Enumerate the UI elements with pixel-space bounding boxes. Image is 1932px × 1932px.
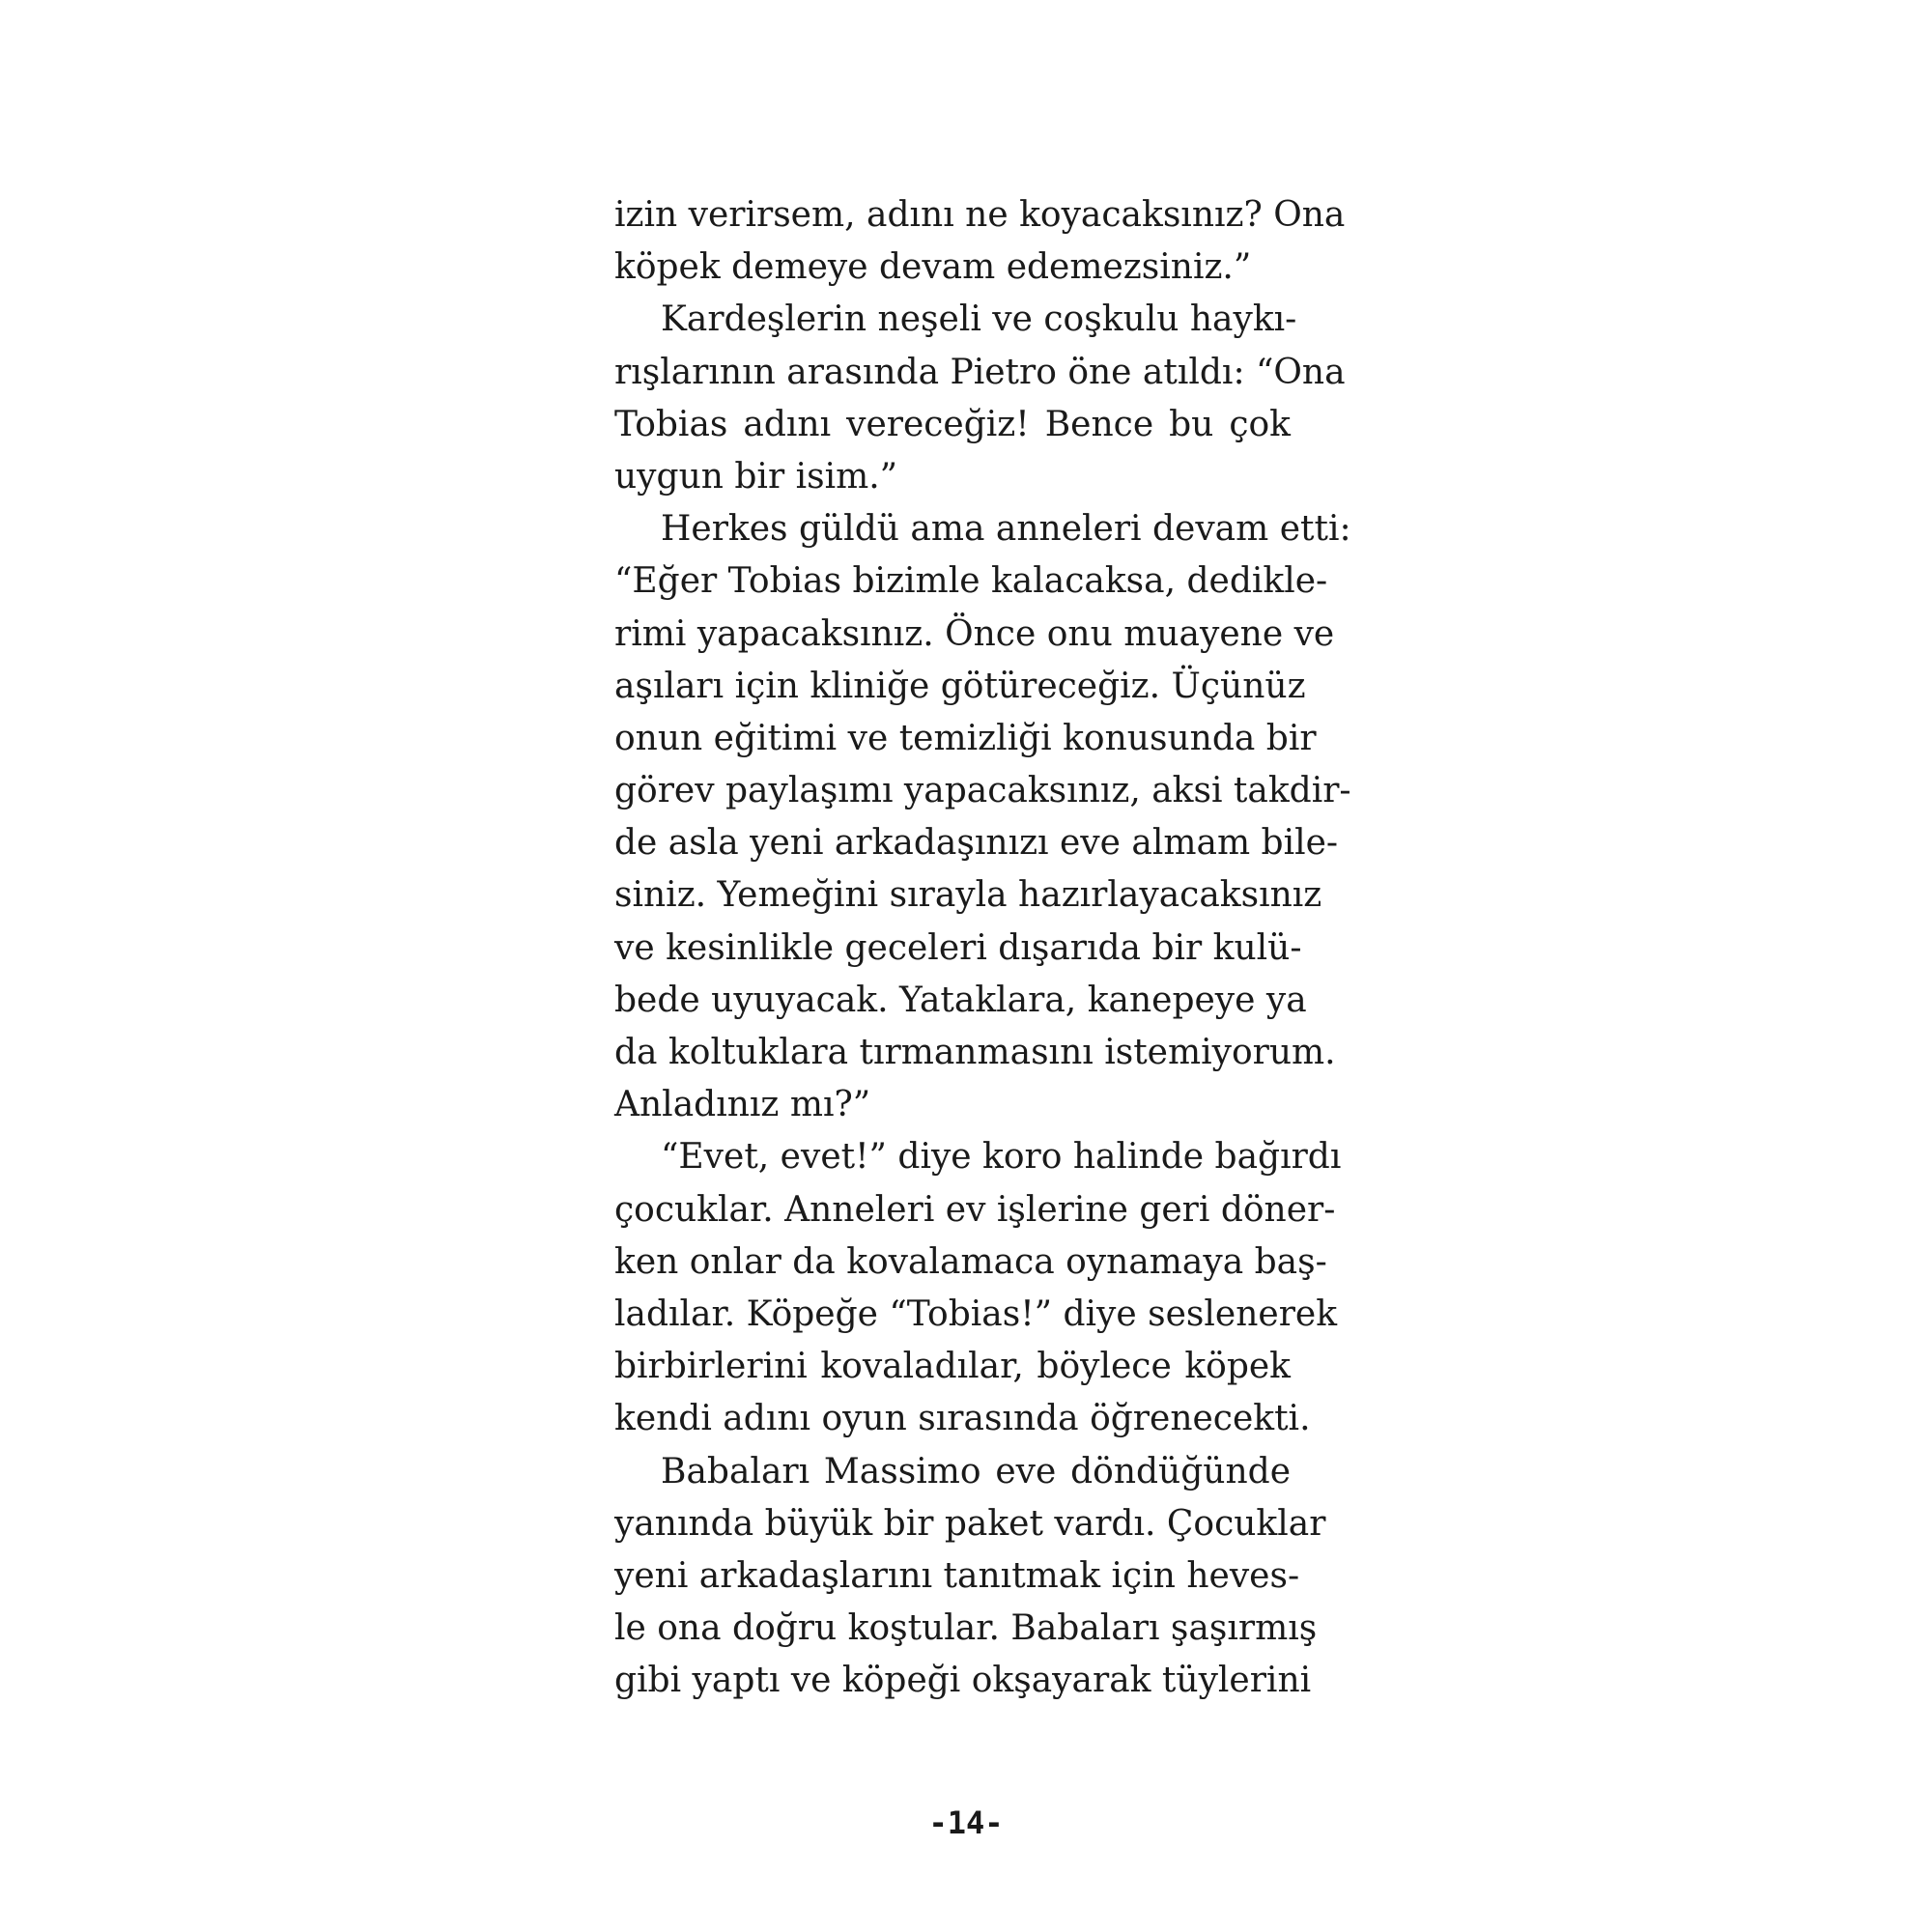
text-line: ve kesinlikle geceleri dışarıda bir kulü- xyxy=(614,927,1302,968)
text-line: köpek demeye devam edemezsiniz.” xyxy=(614,247,1252,288)
text-line: siniz. Yemeğini sırayla hazırlayacaksınız xyxy=(614,875,1322,916)
text-line: yeni arkadaşlarını tanıtmak için heves- xyxy=(614,1555,1300,1596)
text-line: aşıları için kliniğe götüreceğiz. Üçünüz xyxy=(614,666,1306,706)
text-line: Herkes güldü ama anneleri devam etti: xyxy=(661,509,1351,550)
text-line: Babaları Massimo eve döndüğünde xyxy=(661,1451,1291,1492)
body-text xyxy=(614,189,1351,1707)
text-line: çocuklar. Anneleri ev işlerine geri döner- xyxy=(614,1189,1336,1230)
text-line: yanında büyük bir paket vardı. Çocuklar xyxy=(614,1503,1326,1544)
text-line: Kardeşlerin neşeli ve coşkulu haykı- xyxy=(661,299,1297,340)
text-line: Anladınız mı?” xyxy=(614,1085,871,1125)
text-line: izin verirsem, adını ne koyacaksınız? Ona xyxy=(614,195,1346,235)
text-line: Tobias adını vereceğiz! Bence bu çok xyxy=(614,404,1291,444)
text-line: le ona doğru koştular. Babaları şaşırmış xyxy=(614,1608,1318,1649)
text-line: ken onlar da kovalamaca oynamaya baş- xyxy=(614,1241,1327,1282)
text-line: ladılar. Köpeğe “Tobias!” diye seslenerek xyxy=(614,1293,1338,1334)
text-line: uygun bir isim.” xyxy=(614,456,898,497)
text-line: birbirlerini kovaladılar, böylece köpek xyxy=(614,1347,1291,1387)
text-line: görev paylaşımı yapacaksınız, aksi takdir- xyxy=(614,771,1351,811)
text-line: bede uyuyacak. Yataklara, kanepeye ya xyxy=(614,980,1307,1020)
text-line: kendi adını oyun sırasında öğrenecekti. xyxy=(614,1399,1311,1439)
text-line: gibi yaptı ve köpeği okşayarak tüylerini xyxy=(614,1661,1312,1701)
text-line: onun eğitimi ve temizliği konusunda bir xyxy=(614,718,1317,758)
text-line: “Evet, evet!” diye koro halinde bağırdı xyxy=(661,1137,1342,1178)
text-line: “Eğer Tobias bizimle kalacaksa, dedikle- xyxy=(614,561,1328,602)
text-line: de asla yeni arkadaşınızı eve almam bile- xyxy=(614,823,1339,864)
text-line: rimi yapacaksınız. Önce onu muayene ve xyxy=(614,613,1335,654)
text-line: rışlarının arasında Pietro öne atıldı: “Ona xyxy=(614,352,1346,392)
page-number: -14- xyxy=(928,1804,1004,1841)
text-line: da koltuklara tırmanmasını istemiyorum. xyxy=(614,1033,1336,1072)
